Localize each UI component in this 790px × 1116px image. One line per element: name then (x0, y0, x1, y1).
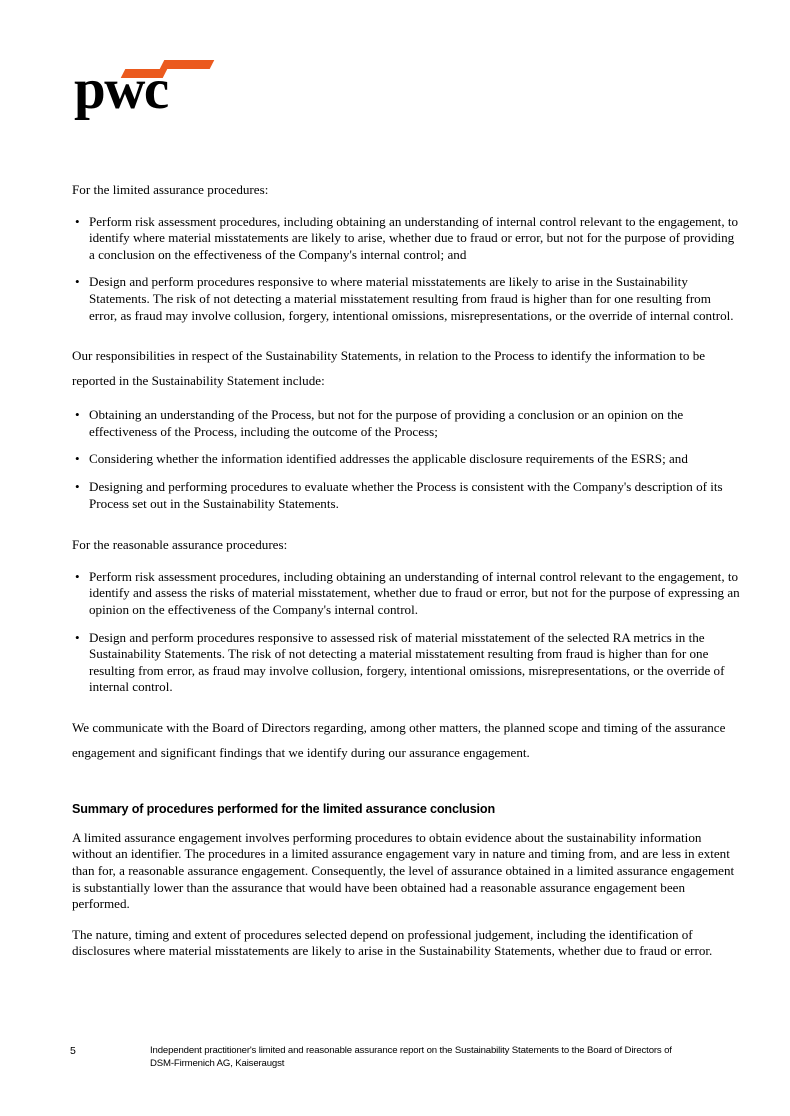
communication-paragraph: We communicate with the Board of Directors regarding, among other matters, the planned scope and timing of the assurance engagement and significant findings that we identify during our assurance engagement. (72, 719, 726, 760)
list-item (72, 630, 742, 696)
list-item-text: Obtaining an understanding of the Process, but not for the purpose of providing a conclusion or an opinion on the effectiveness of the Process, including the outcome of the Process; (89, 407, 684, 439)
spacer (72, 524, 742, 537)
reasonable-assurance-bullet-list (72, 569, 742, 696)
bullet-icon: • (75, 213, 80, 229)
spacer (72, 336, 742, 343)
lead-reasonable-assurance: For the reasonable assurance procedures: (72, 537, 288, 553)
list-item-text: Perform risk assessment procedures, including obtaining an understanding of internal control relevant to the engagement, to identify and assess the risks of material misstatement, whether due to fraud or error, but not for the purpose of expressing an opinion on the effectiveness of the Company's internal control. (89, 568, 740, 617)
bullet-icon: • (75, 478, 80, 494)
list-item-text: Designing and performing procedures to evaluate whether the Process is consistent with the Company's description of its Process set out in the Sustainability Statements. (89, 478, 723, 511)
list-item (72, 451, 742, 468)
bullet-icon: • (75, 274, 80, 290)
list-item-text: Design and perform procedures responsive to where material misstatements are likely to arise in the Sustainability Statements. The risk of not detecting a material misstatement resulting from fraud is higher than for one resulting from error, as fraud may involve collusion, forgery, intentional omissions, misrepresentations, or the override of internal control. (89, 274, 734, 323)
page-title: Summary of procedures performed for the limited assurance conclusion (72, 801, 495, 816)
responsibilities-intro-paragraph: Our responsibilities in respect of the Sustainability Statements, in relation to the Process to identify the information to be reported in the Sustainability Statement include: (72, 348, 706, 389)
bullet-icon: • (75, 629, 80, 645)
footer-line-2: DSM-Firmenich AG, Kaiseraugst (150, 1057, 285, 1069)
spacer (72, 779, 742, 801)
bullet-icon: • (75, 407, 80, 423)
pwc-logo-wordmark: pwc (74, 58, 168, 121)
bullet-icon: • (75, 568, 80, 584)
limited-assurance-bullet-list (72, 214, 742, 325)
pwc-logo (74, 58, 244, 120)
list-item (72, 569, 742, 619)
list-item (72, 407, 742, 440)
footer-report-title (150, 1045, 762, 1070)
bullet-icon: • (75, 451, 80, 467)
list-item-text: Design and perform procedures responsive to assessed risk of material misstatement of the selected RA metrics in the Sustainability Statements. The risk of not detecting a material misstatement resulting from fraud is higher than for one resulting from error, as fraud may involve collusion, forgery, intentional omissions, misrepresentations, or the override of internal control. (89, 629, 725, 695)
lead-limited-assurance: For the limited assurance procedures: (72, 182, 269, 197)
summary-paragraph-2: The nature, timing and extent of procedures selected depend on professional judgement, including the identification of disclosures where material misstatements are likely to arise in the Sustainability Statements, whether due to fraud or error. (72, 926, 713, 959)
list-item (72, 274, 742, 324)
list-item-text: Perform risk assessment procedures, including obtaining an understanding of internal control relevant to the engagement, to identify where material misstatements are likely to arise, whether due to fraud or error, but not for the purpose of providing a conclusion on the effectiveness of the Company's internal control; and (89, 213, 739, 262)
page-number: 5 (70, 1045, 76, 1057)
footer-line-1: Independent practitioner's limited and reasonable assurance report on the Sustainability Statements to the Board of Directors of (150, 1045, 672, 1056)
document-body (72, 182, 742, 972)
spacer (72, 708, 742, 715)
page-footer (0, 1042, 790, 1092)
list-item (72, 479, 742, 512)
responsibilities-bullet-list (72, 407, 742, 512)
list-item-text: Considering whether the information identified addresses the applicable disclosure requirements of the ESRS; and (89, 451, 688, 467)
summary-paragraph-1: A limited assurance engagement involves performing procedures to obtain evidence about the sustainability information without an identifier. The procedures in a limited assurance engagement vary in nature and timing from, and are less in extent than for, a reasonable assurance engagement. Consequently, the level of assurance obtained in a limited assurance engagement is substantially lower than the assurance that would have been obtained had a reasonable assurance engagement been performed. (72, 829, 735, 912)
list-item (72, 214, 742, 264)
